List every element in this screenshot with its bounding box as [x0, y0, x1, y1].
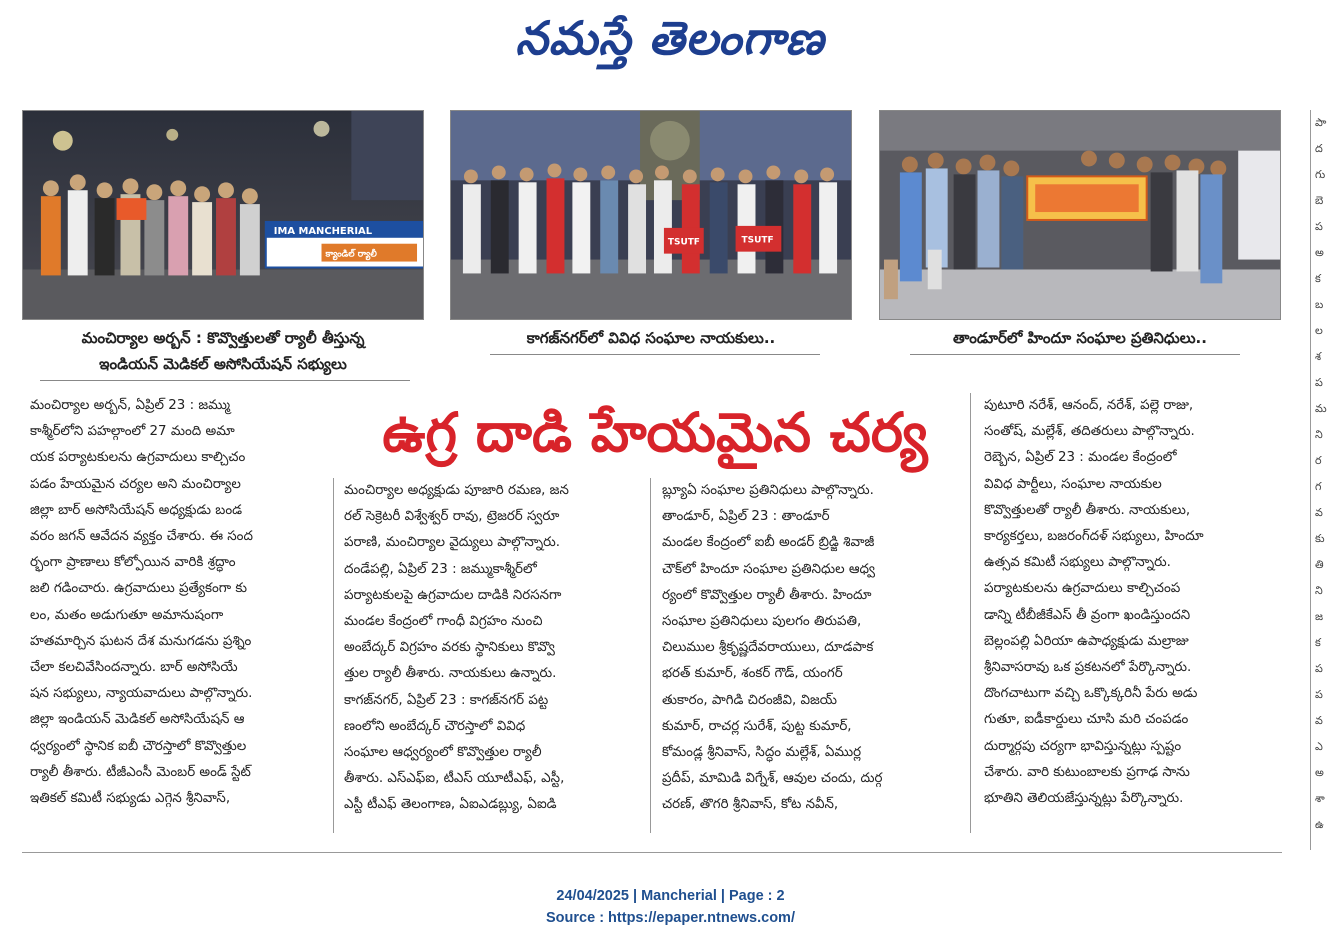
photo-kagaznagar-rally	[450, 110, 852, 320]
column-1-line: ర్యాలీ తీశారు. టీజీఎంసీ మెంబర్ అండ్ స్టేట్	[30, 764, 251, 780]
column-2-line: దండేపల్లి, ఏప్రిల్ 23 : జమ్ముకాశ్మీర్‌లో	[344, 561, 537, 577]
banner-ima-title: IMA MANCHERIAL	[273, 225, 373, 237]
edge-char: అ	[1315, 246, 1324, 259]
column-1-line: ఇతికల్ కమిటీ సభ్యుడు ఎగ్గెన శ్రీనివాస్,	[30, 791, 231, 807]
column-3-line: చౌక్‌లో హిందూ సంఘాల ప్రతినిధుల ఆధ్వ	[662, 561, 876, 577]
column-2-line: మండల కేంద్రంలో గాంధీ విగ్రహం నుంచి	[344, 614, 543, 630]
edge-char: ల	[1315, 324, 1323, 337]
caption-photo-3	[879, 325, 1281, 351]
edge-char: అ	[1315, 766, 1324, 779]
footer-date-edition: 24/04/2025 | Mancherial | Page : 2	[556, 888, 785, 904]
edge-char: ప	[1315, 220, 1323, 233]
column-4-line: కొవ్వొత్తులతో ర్యాలీ తీశారు. నాయకులు,	[984, 502, 1191, 518]
caption-underline-3	[910, 354, 1240, 355]
caption-underline-1	[40, 380, 410, 381]
article-column-1	[30, 393, 326, 812]
edge-char: ని	[1315, 584, 1323, 597]
column-1-line: జలి గడించారు. ఉగ్రవాదులు ప్రత్యేకంగా కు	[30, 581, 248, 597]
caption-photo-3-line1: తాండూర్‌లో హిందూ సంఘాల ప్రతినిధులు..	[953, 329, 1207, 347]
column-2-line: పర్యాటకులపై ఉగ్రవాదుల దాడికి నిరసనగా	[344, 587, 562, 603]
column-1-line: యక పర్యాటకులను ఉగ్రవాదులు కాల్చిచం	[30, 450, 246, 466]
column-2-line: సంఘాల ఆధ్వర్యంలో కొవ్వొత్తుల ర్యాలీ	[344, 745, 542, 761]
article-column-2	[344, 478, 640, 819]
column-divider-2	[650, 478, 651, 833]
column-4-line: పుటూరి నరేశ్, ఆనంద్, నరేశ్, పల్లె రాజు,	[984, 398, 1194, 413]
edge-char: గ	[1315, 480, 1322, 493]
edge-char: కు	[1315, 532, 1325, 545]
article-headline: ఉగ్ర దాడి హేయమైన చర్య	[382, 400, 928, 464]
column-4-line: భూతిని తెలియజేస్తున్నట్లు పేర్కొన్నారు.	[984, 791, 1184, 807]
article-bottom-rule	[22, 852, 1282, 853]
column-3-line: సంఘాల ప్రతినిధులు పులగం తిరుపతి,	[662, 614, 862, 630]
column-divider-1	[333, 478, 334, 833]
column-1-line: షన సభ్యులు, న్యాయవాదులు పాల్గొన్నారు.	[30, 686, 253, 702]
column-4-line: చేశారు. వారి కుటుంబాలకు ప్రగాఢ సాను	[984, 764, 1190, 780]
column-2-line: పరాణి, మంచిర్యాల వైద్యులు పాల్గొన్నారు.	[344, 535, 560, 551]
edge-char: బ	[1315, 298, 1324, 311]
column-1-line: చేలా కలచివేసిందన్నారు. బార్ అసోసియే	[30, 660, 238, 676]
column-3-line: మండల కేంద్రంలో ఐబీ అండర్ బ్రిడ్జి శివాజీ	[662, 535, 875, 551]
edge-char: క	[1315, 636, 1321, 649]
edge-char: ప	[1315, 688, 1323, 701]
column-2-line: ణంలోని అంబేద్కర్ చౌరస్తాలో వివిధ	[344, 718, 526, 734]
column-1-line: ధ్వర్యంలో స్థానిక ఐబీ చౌరస్తాలో కొవ్వొత్తుల	[30, 738, 247, 754]
column-1-line: ర్భంగా ప్రాణాలు కోల్పోయిన వారికి శ్రద్ధాం	[30, 555, 236, 571]
column-4-line: రెబ్బెన, ఏప్రిల్ 23 : మండల కేంద్రంలో	[984, 450, 1177, 466]
edge-char: జ	[1315, 610, 1324, 623]
caption-underline-2	[490, 354, 820, 355]
column-4-line: దుర్మార్గపు చర్యగా భావిస్తున్నట్లు స్పష్టం	[984, 738, 1182, 754]
column-4-line: బెల్లంపల్లి ఏరియా ఉపాధ్యక్షుడు మల్రాజు	[984, 633, 1189, 649]
edge-char: ఎ	[1315, 740, 1323, 753]
edge-char: ద	[1315, 142, 1323, 155]
column-3-line: బ్ల్యూఏ సంఘాల ప్రతినిధులు పాల్గొన్నారు.	[662, 483, 874, 498]
masthead-title: నమస్తే తెలంగాణ	[515, 11, 825, 65]
column-2-line: తీశారు. ఎస్ఎఫ్ఐ, టీఎస్ యూటీఎఫ్, ఎస్టీ,	[344, 771, 565, 787]
column-3-line: చిలుముల శ్రీకృష్ణదేవరాయులు, దూడపాక	[662, 640, 874, 656]
article-column-4	[984, 393, 1280, 812]
edge-char: ఉ	[1315, 818, 1324, 831]
column-4-line: గుతూ, ఐడీకార్డులు చూసి మరి చంపడం	[984, 712, 1189, 728]
column-divider-3	[970, 393, 971, 833]
column-3-line: కుమార్, రాచర్ల సురేశ్, పుట్ట కుమార్,	[662, 718, 852, 734]
caption-photo-2	[450, 325, 852, 351]
edge-char: వ	[1315, 714, 1323, 727]
edge-char: ప	[1315, 376, 1323, 389]
footer-source-link[interactable]: Source : https://epaper.ntnews.com/	[546, 910, 795, 926]
banner-ima-subtitle: క్యాండిల్ ర్యాలీ	[325, 249, 377, 260]
banner-tsutf-2: TSUTF	[741, 235, 774, 246]
column-1-line: జిల్లా బార్ అసోసియేషన్ అధ్యక్షుడు బండ	[30, 502, 243, 518]
column-1-line: హతమార్చిన ఘటన దేశ మనుగడను ప్రశ్నిం	[30, 633, 252, 649]
column-1-line: జిల్లా ఇండియన్ మెడికల్ అసోసియేషన్ ఆ	[30, 712, 245, 728]
column-2-line: కాగజ్‌నగర్, ఏప్రిల్ 23 : కాగజ్‌నగర్ పట్ట	[344, 692, 549, 708]
column-4-line: దొంగచాటుగా వచ్చి ఒక్కొక్కరినీ పేరు అడు	[984, 686, 1198, 702]
banner-tsutf-1: TSUTF	[667, 237, 700, 248]
adjacent-column-edge	[1310, 110, 1341, 850]
column-3-line: కోమండ్ల శ్రీనివాస్, సిద్ధం మల్లేశ్, ఏముర్ల	[662, 745, 862, 761]
photo-tandur-rally	[879, 110, 1281, 320]
column-1-line: లం, మతం అడుగుతూ అమానుషంగా	[30, 607, 224, 623]
article-column-3	[662, 478, 958, 819]
column-3-line: ప్రదీప్, మామిడి విగ్నేశ్, ఆవుల చందు, దుర్గ	[662, 771, 883, 787]
column-2-line: రల్ సెక్రెటరీ విశ్వేశ్వర్ రావు, ట్రెజరర్ స్వరూ	[344, 509, 560, 525]
column-1-line: పడం హేయమైన చర్యల అని మంచిర్యాల	[30, 476, 241, 492]
edge-char: పా	[1315, 116, 1327, 129]
column-2-line: ఎస్టీ టీఎఫ్ తెలంగాణ, ఏఐఎడబ్ల్యు, ఏఐడి	[344, 797, 557, 813]
column-4-line: ఉత్సవ కమిటీ సభ్యులు పాల్గొన్నారు.	[984, 555, 1171, 571]
caption-photo-1-line2: ఇండియన్ మెడికల్ అసోసియేషన్ సభ్యులు	[99, 355, 347, 373]
edge-char: మ	[1315, 402, 1327, 415]
caption-photo-2-line1: కాగజ్‌నగర్‌లో వివిధ సంఘాల నాయకులు..	[526, 329, 776, 347]
edge-char: క	[1315, 272, 1321, 285]
column-4-line: పర్యాటకులను ఉగ్రవాదులు కాల్చిచంప	[984, 581, 1181, 597]
edge-char: ర	[1315, 454, 1322, 467]
column-4-line: సంతోష్, మల్లేశ్, తదితరులు పాల్గొన్నారు.	[984, 424, 1195, 440]
column-2-line: అంబేద్కర్ విగ్రహం వరకు స్థానికులు కొవ్వొ	[344, 640, 555, 656]
edge-char: బె	[1315, 194, 1324, 207]
column-1-line: కాశ్మీర్‌లోని పహల్గాంలో 27 మంది అమా	[30, 424, 235, 440]
column-3-line: తాండూర్, ఏప్రిల్ 23 : తాండూర్	[662, 509, 830, 525]
column-2-line: త్తుల ర్యాలీ తీశారు. నాయకులు ఉన్నారు.	[344, 666, 557, 682]
photo-ima-rally	[22, 110, 424, 320]
column-4-line: వివిధ పార్టీలు, సంఘాల నాయకుల	[984, 476, 1162, 492]
column-2-line: మంచిర్యాల అధ్యక్షుడు పూజారి రమణ, జన	[344, 483, 569, 498]
edge-char: శా	[1315, 792, 1325, 805]
edge-char: వ	[1315, 506, 1323, 519]
column-4-line: శ్రీనివాసరావు ఒక ప్రకటనలో పేర్కొన్నారు.	[984, 660, 1192, 676]
column-1-line: మంచిర్యాల అర్బన్, ఏప్రిల్ 23 : జమ్ము	[30, 398, 231, 413]
edge-char: ప	[1315, 662, 1323, 675]
column-3-line: ర్యంలో కొవ్వొత్తుల ర్యాలీ తీశారు. హిందూ	[662, 587, 872, 603]
column-3-line: భరత్ కుమార్, శంకర్ గౌడ్, యంగర్	[662, 666, 843, 682]
column-4-line: డాన్ని టీబీజీకేఎస్ తీ వ్రంగా ఖండిస్తుందని	[984, 607, 1191, 623]
edge-char: గు	[1315, 168, 1326, 181]
edge-char: శ	[1315, 350, 1322, 363]
edge-char: ని	[1315, 428, 1323, 441]
column-3-line: తుకారం, పాగిడి చిరంజీవి, విజయ్	[662, 692, 838, 708]
edge-char: తి	[1315, 558, 1324, 571]
column-3-line: చరణ్, తొగరి శ్రీనివాస్, కోట నవీన్,	[662, 797, 839, 813]
caption-photo-1-line1: మంచిర్యాల అర్బన్ : కొవ్వొత్తులతో ర్యాలీ తీస్తున్న	[81, 329, 365, 347]
caption-photo-1	[22, 325, 424, 377]
column-4-line: కార్యకర్తలు, బజరంగ్‌దళ్ సభ్యులు, హిందూ	[984, 529, 1204, 545]
column-1-line: వరం జగన్ ఆవేదన వ్యక్తం చేశారు. ఈ సంద	[30, 529, 253, 545]
